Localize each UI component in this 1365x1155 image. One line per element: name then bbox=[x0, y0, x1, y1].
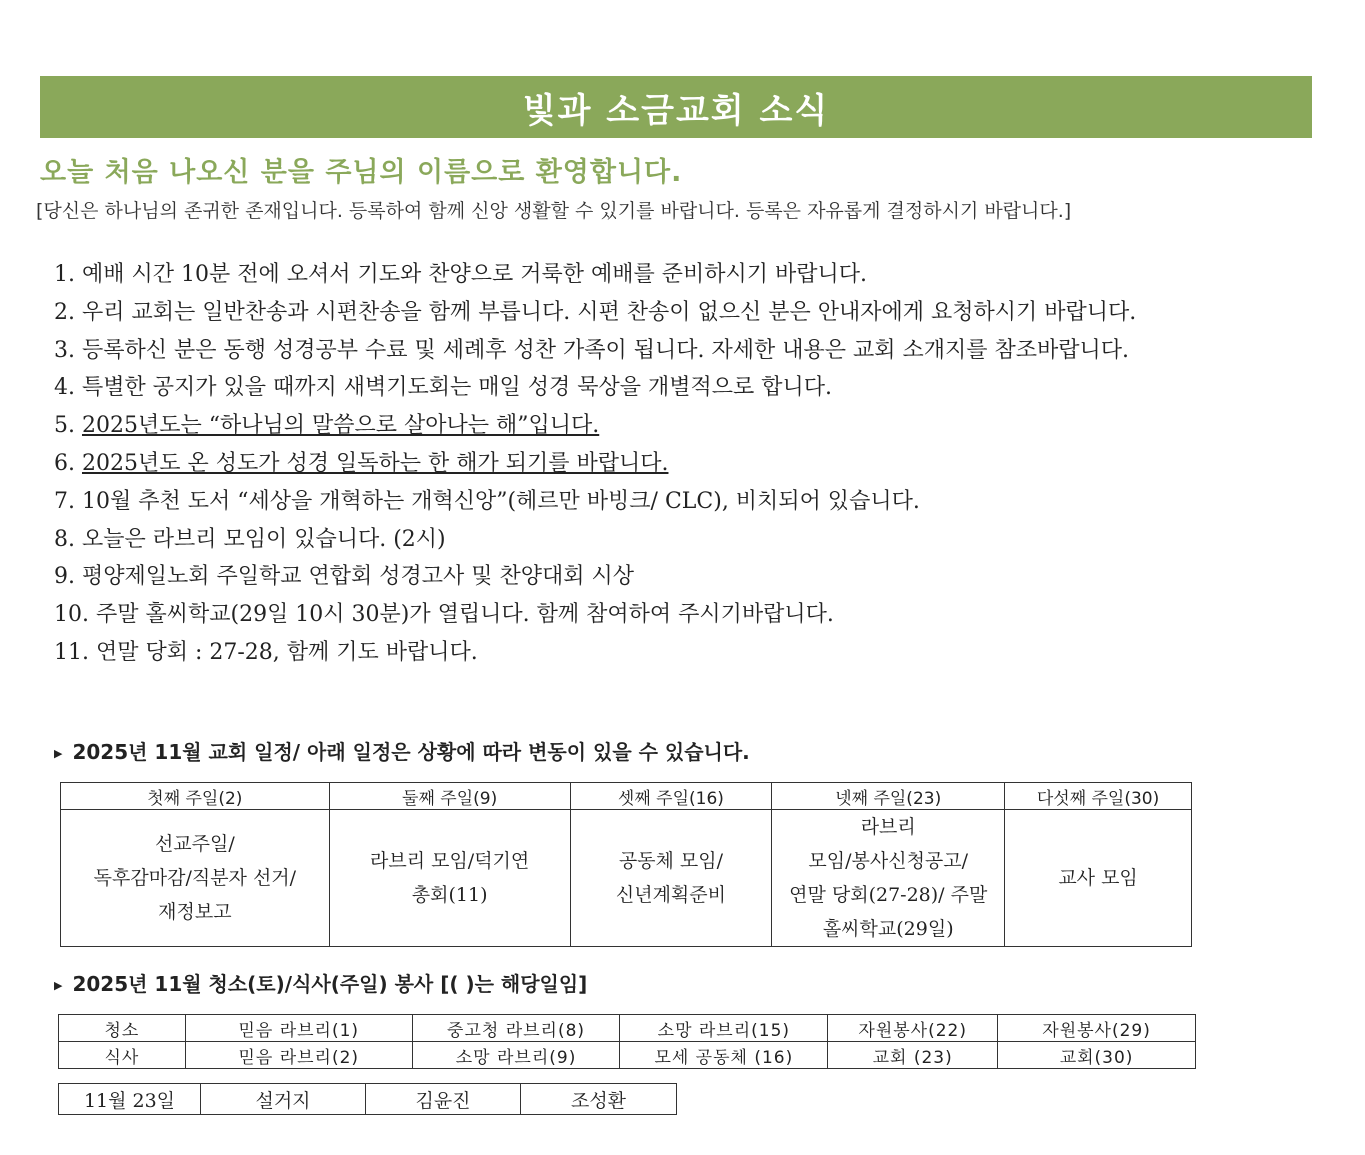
schedule-column-header: 첫째 주일(2) bbox=[61, 783, 330, 810]
schedule-column-header: 셋째 주일(16) bbox=[570, 783, 772, 810]
duty-row-meal bbox=[59, 1042, 1196, 1069]
triangle-bullet-icon: ▶ bbox=[54, 979, 63, 992]
dishwashing-person: 김윤진 bbox=[366, 1084, 521, 1115]
dishwashing-task: 설거지 bbox=[201, 1084, 366, 1115]
schedule-cell: 선교주일/ 독후감마감/직분자 선거/ 재정보고 bbox=[61, 810, 330, 947]
schedule-header-row bbox=[61, 783, 1192, 810]
duty-heading bbox=[54, 968, 587, 997]
schedule-column-header: 둘째 주일(9) bbox=[329, 783, 570, 810]
notice-item: 2. 우리 교회는 일반찬송과 시편찬송을 함께 부릅니다. 시편 찬송이 없으신 분은 안내자에게 요청하시기 바랍니다. bbox=[54, 299, 1137, 325]
notice-number: 5. bbox=[54, 413, 82, 439]
duty-cell: 믿음 라브리(2) bbox=[185, 1042, 412, 1069]
notice-item bbox=[54, 407, 1314, 445]
notice-number: 6. bbox=[54, 450, 82, 476]
dishwashing-row bbox=[59, 1084, 677, 1115]
registration-note: [당신은 하나님의 존귀한 존재입니다. 등록하여 함께 신앙 생활할 수 있기를 바랍니다. 등록은 자유롭게 결정하시기 바랍니다.] bbox=[36, 200, 1072, 222]
duty-cell: 자원봉사(29) bbox=[998, 1015, 1196, 1042]
schedule-cell: 교사 모임 bbox=[1005, 810, 1192, 947]
schedule-heading bbox=[54, 736, 750, 765]
schedule-cell: 공동체 모임/ 신년계획준비 bbox=[570, 810, 772, 947]
newsletter-banner bbox=[40, 76, 1312, 138]
duty-cell: 교회(30) bbox=[998, 1042, 1196, 1069]
duty-cell: 중고청 라브리(8) bbox=[412, 1015, 620, 1042]
notice-item: 7. 10월 추천 도서 “세상을 개혁하는 개혁신앙”(헤르만 바빙크/ CLC), 비치되어 있습니다. bbox=[54, 488, 920, 514]
notice-item: 9. 평양제일노회 주일학교 연합회 성경고사 및 찬양대회 시상 bbox=[54, 564, 634, 590]
notice-item: 11. 연말 당회 : 27-28, 함께 기도 바랍니다. bbox=[54, 639, 478, 665]
notice-item bbox=[54, 445, 1314, 483]
notice-item: 3. 등록하신 분은 동행 성경공부 수료 및 세례후 성찬 가족이 됩니다. 자세한 내용은 교회 소개지를 참조바랍니다. bbox=[54, 337, 1129, 363]
duty-cell: 자원봉사(22) bbox=[828, 1015, 998, 1042]
duty-cell: 모세 공동체 (16) bbox=[620, 1042, 828, 1069]
notice-list bbox=[54, 256, 1314, 672]
schedule-cell: 라브리 모임/덕기연 총회(11) bbox=[329, 810, 570, 947]
notice-item: 8. 오늘은 라브리 모임이 있습니다. (2시) bbox=[54, 526, 446, 552]
duty-cell: 소망 라브리(15) bbox=[620, 1015, 828, 1042]
schedule-column-header: 넷째 주일(23) bbox=[772, 783, 1005, 810]
duty-table bbox=[58, 1014, 1196, 1069]
dishwashing-date: 11월 23일 bbox=[59, 1084, 201, 1115]
schedule-row bbox=[61, 810, 1192, 947]
duty-heading-text: 2025년 11월 청소(토)/식사(주일) 봉사 [( )는 해당일임] bbox=[72, 972, 588, 996]
schedule-heading-text: 2025년 11월 교회 일정/ 아래 일정은 상황에 따라 변동이 있을 수 있습니다. bbox=[72, 740, 750, 764]
banner-title: 빛과 소금교회 소식 bbox=[522, 90, 830, 131]
schedule-cell: 라브리 모임/봉사신청공고/ 연말 당회(27-28)/ 주말 홀씨학교(29일) bbox=[772, 810, 1005, 947]
dishwashing-table bbox=[58, 1083, 677, 1115]
duty-cell: 식사 bbox=[59, 1042, 186, 1069]
notice-item: 1. 예배 시간 10분 전에 오셔서 기도와 찬양으로 거룩한 예배를 준비하시기 바랍니다. bbox=[54, 262, 867, 287]
duty-cell: 소망 라브리(9) bbox=[412, 1042, 620, 1069]
notice-bible-reading: 2025년도 온 성도가 성경 일독하는 한 해가 되기를 바랍니다. bbox=[81, 450, 669, 476]
dishwashing-person: 조성환 bbox=[521, 1084, 677, 1115]
duty-cell: 청소 bbox=[59, 1015, 186, 1042]
notice-year-theme: 2025년도는 “하나님의 말씀으로 살아나는 해”입니다. bbox=[81, 413, 600, 439]
schedule-column-header: 다섯째 주일(30) bbox=[1005, 783, 1192, 810]
schedule-table bbox=[60, 782, 1192, 947]
welcome-message: 오늘 처음 나오신 분을 주님의 이름으로 환영합니다. bbox=[40, 157, 683, 188]
notice-item: 10. 주말 홀씨학교(29일 10시 30분)가 열립니다. 함께 참여하여 주시기바랍니다. bbox=[54, 602, 834, 628]
notice-item: 4. 특별한 공지가 있을 때까지 새벽기도회는 매일 성경 묵상을 개별적으로 합니다. bbox=[54, 375, 832, 401]
duty-row-cleaning bbox=[59, 1015, 1196, 1042]
duty-cell: 교회 (23) bbox=[828, 1042, 998, 1069]
duty-cell: 믿음 라브리(1) bbox=[185, 1015, 412, 1042]
triangle-bullet-icon: ▶ bbox=[54, 747, 63, 760]
